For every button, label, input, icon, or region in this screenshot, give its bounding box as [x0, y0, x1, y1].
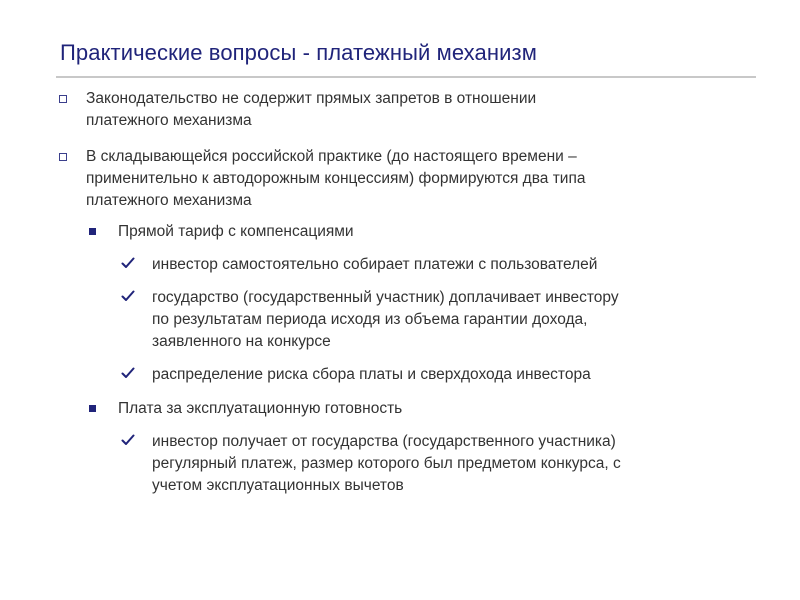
bullet-text-line: учетом эксплуатационных вычетов	[152, 477, 404, 494]
bullet-text-line: по результатам периода исходя из объема гарантии дохода,	[152, 311, 588, 328]
bullet-text-line: Законодательство не содержит прямых запретов в отношении	[86, 90, 537, 107]
bullet-text-line: платежного механизма	[86, 192, 252, 209]
hollow-square-icon	[59, 95, 67, 103]
filled-square-icon	[89, 228, 96, 235]
slide-title: Практические вопросы - платежный механизм	[60, 40, 537, 65]
bullet-text-line: Прямой тариф с компенсациями	[118, 223, 354, 240]
bullet-item	[86, 88, 536, 132]
bullet-text-line: заявленного на конкурсе	[152, 333, 331, 350]
bullet-text-line: регулярный платеж, размер которого был предметом конкурса, с	[152, 455, 621, 472]
checkmark-icon	[121, 289, 135, 303]
check-item	[152, 254, 597, 276]
bullet-text-line: Плата за эксплуатационную готовность	[118, 400, 403, 417]
hollow-square-icon	[59, 153, 67, 161]
bullet-text-line: распределение риска сбора платы и сверхдохода инвестора	[152, 366, 591, 383]
checkmark-icon	[121, 256, 135, 270]
bullet-text-line: инвестор получает от государства (государственного участника)	[152, 433, 616, 450]
checkmark-icon	[121, 366, 135, 380]
check-item	[152, 431, 621, 497]
bullet-text-line: инвестор самостоятельно собирает платежи с пользователей	[152, 256, 598, 273]
check-item	[152, 364, 591, 386]
check-item	[152, 287, 619, 353]
bullet-text-line: государство (государственный участник) доплачивает инвестору	[152, 289, 619, 306]
bullet-text-line: В складывающейся российской практике (до настоящего времени –	[86, 148, 577, 165]
title-divider	[56, 76, 756, 78]
bullet-text-line: платежного механизма	[86, 112, 252, 129]
filled-square-icon	[89, 405, 96, 412]
sub-bullet-item	[118, 398, 402, 420]
sub-bullet-item	[118, 221, 354, 243]
checkmark-icon	[121, 433, 135, 447]
bullet-item	[86, 146, 585, 212]
bullet-text-line: применительно к автодорожным концессиям) формируются два типа	[86, 170, 586, 187]
